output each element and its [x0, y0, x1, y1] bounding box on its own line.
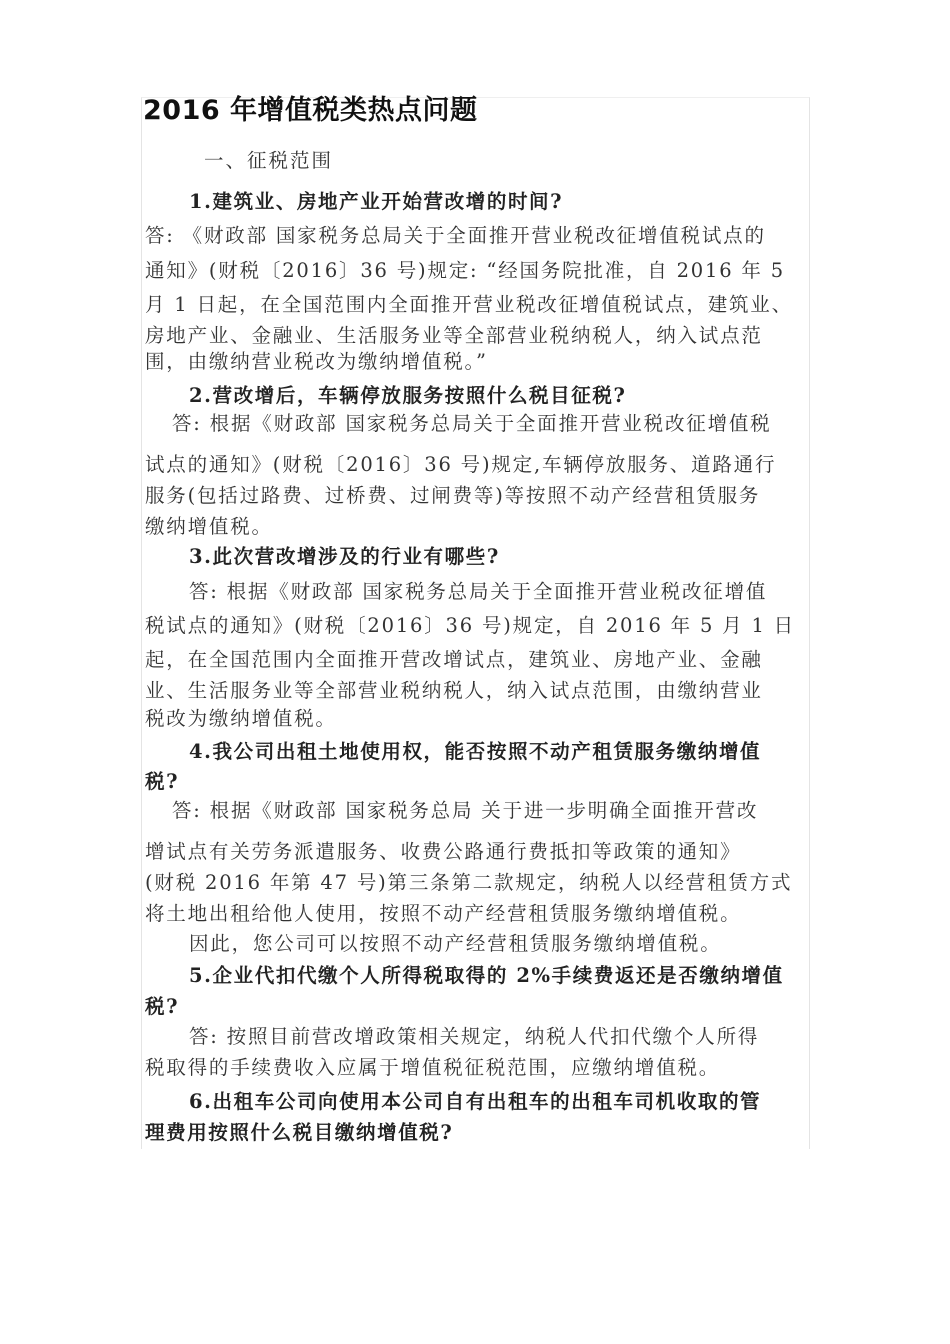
answer-line: 因此，您公司可以按照不动产经营租赁服务缴纳增值税。: [189, 932, 722, 955]
answer-line: 答: 根据《财政部 国家税务总局关于全面推开营业税改征增值税: [172, 412, 772, 435]
question-2: 2.营改增后，车辆停放服务按照什么税目征税?: [189, 384, 627, 407]
document-title: 2016 年增值税类热点问题: [143, 95, 478, 126]
answer-line: 业、生活服务业等全部营业税纳税人，纳入试点范围，由缴纳营业: [145, 679, 763, 702]
question-1: 1.建筑业、房地产业开始营改增的时间?: [189, 190, 564, 213]
section-heading: 一、征税范围: [204, 149, 334, 172]
question-6: 6.出租车公司向使用本公司自有出租车的出租车司机收取的管: [189, 1090, 762, 1113]
answer-line: 答: 根据《财政部 国家税务总局关于全面推开营业税改征增值: [189, 580, 768, 603]
question-5-cont: 税?: [145, 995, 180, 1018]
answer-line: 税试点的通知》(财税〔2016〕36 号)规定，自 2016 年 5 月 1 日: [145, 614, 795, 637]
answer-line: 税取得的手续费收入应属于增值税征税范围，应缴纳增值税。: [145, 1056, 721, 1079]
question-5: 5.企业代扣代缴个人所得税取得的 2%手续费返还是否缴纳增值: [189, 964, 784, 987]
answer-line: 答: 《财政部 国家税务总局关于全面推开营业税改征增值税试点的: [145, 224, 766, 247]
question-6-cont: 理费用按照什么税目缴纳增值税?: [145, 1121, 454, 1144]
answer-line: 答: 按照目前营改增政策相关规定，纳税人代扣代缴个人所得: [189, 1025, 760, 1048]
answer-line: 增试点有关劳务派遣服务、收费公路通行费抵扣等政策的通知》: [145, 840, 742, 863]
answer-line: 缴纳增值税。: [145, 515, 273, 538]
question-3: 3.此次营改增涉及的行业有哪些?: [189, 545, 500, 568]
answer-line: (财税 2016 年第 47 号)第三条第二款规定，纳税人以经营租赁方式: [145, 871, 793, 894]
question-4-cont: 税?: [145, 770, 180, 793]
answer-line: 将土地出租给他人使用，按照不动产经营租赁服务缴纳增值税。: [145, 902, 742, 925]
answer-line: 房地产业、金融业、生活服务业等全部营业税纳税人，纳入试点范: [145, 324, 763, 347]
answer-line: 服务(包括过路费、过桥费、过闸费等)等按照不动产经营租赁服务: [145, 484, 761, 507]
answer-line: 月 1 日起，在全国范围内全面推开营业税改征增值税试点，建筑业、: [145, 293, 793, 316]
answer-line: 起，在全国范围内全面推开营改增试点，建筑业、房地产业、金融: [145, 648, 763, 671]
answer-line: 试点的通知》(财税〔2016〕36 号)规定,车辆停放服务、道路通行: [145, 453, 777, 476]
answer-line: 通知》(财税〔2016〕36 号)规定: “经国务院批准，自 2016 年 5: [145, 259, 785, 282]
question-4: 4.我公司出租土地使用权，能否按照不动产租赁服务缴纳增值: [189, 740, 762, 763]
answer-line: 围，由缴纳营业税改为缴纳增值税。”: [145, 350, 488, 373]
answer-line: 税改为缴纳增值税。: [145, 707, 337, 730]
answer-line: 答: 根据《财政部 国家税务总局 关于进一步明确全面推开营改: [172, 799, 759, 822]
